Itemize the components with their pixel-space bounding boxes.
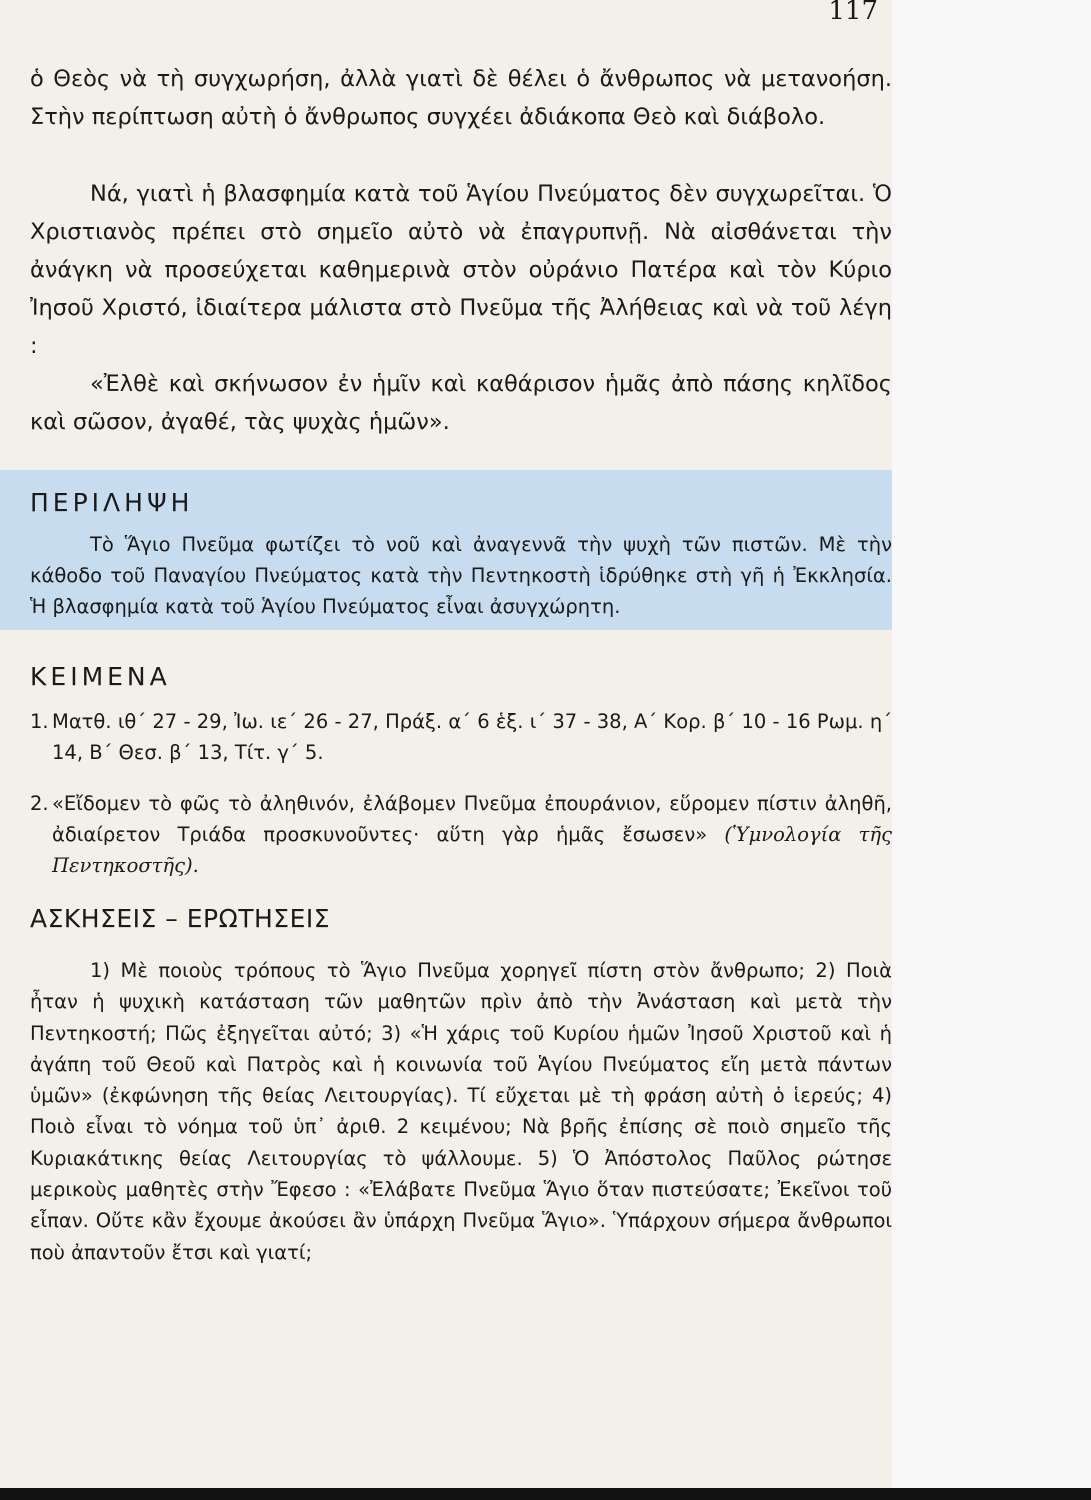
- scan-bottom-edge: [0, 1488, 1091, 1500]
- exercises-text: 1) Μὲ ποιοὺς τρόπους τὸ Ἅγιο Πνεῦμα χορηγεῖ πίστη στὸν ἄνθρωπο; 2) Ποιὰ ἦταν ἡ ψυχικὴ κατάσταση τῶν μαθητῶν πρὶν ἀπὸ τὴν Ἀνάσταση καὶ μετὰ τὴν Πεντηκοστή; Πῶς ἐξηγεῖται αὐτό; 3) «Ἡ χάρις τοῦ Κυρίου ἡμῶν Ἰησοῦ Χριστοῦ καὶ ἡ ἀγάπη τοῦ Θεοῦ καὶ Πατρὸς καὶ ἡ κοινωνία τοῦ Ἁγίου Πνεύματος εἴη μετὰ πάντων ὑμῶν» (ἐκφώνηση τῆς θείας Λειτουργίας). Τί εὔχεται μὲ τὴ φράση αὐτὴ ὁ ἱερεύς; 4) Ποιὸ εἶναι τὸ νόημα τοῦ ὑπ᾽ ἀριθ. 2 κειμένου; Νὰ βρῆς ἐπίσης σὲ ποιὸ σημεῖο τῆς Κυριακάτικης θείας Λειτουργίας τὸ ψάλλουμε. 5) Ὁ Ἀπόστολος Παῦλος ρώτησε μερικοὺς μαθητὲς στὴν Ἔφεσο : «Ἐλάβατε Πνεῦμα Ἅγιο ὅταν πιστεύσατε; Ἐκεῖνοι τοῦ εἶπαν. Οὔτε κἂν ἔχουμε ἀκούσει ἂν ὑπάρχη Πνεῦμα Ἅγιο». Ὑπάρχουν σήμερα ἄνθρωποι ποὺ ἀπαντοῦν ἔτσι καὶ γιατί;: [30, 959, 892, 1264]
- summary-heading: ΠΕΡΙΛΗΨΗ: [30, 488, 194, 517]
- list-item-text: «Εἴδομεν τὸ φῶς τὸ ἀληθινόν, ἐλάβομεν Πνεῦμα ἐπουράνιον, εὕρομεν πίστιν ἀληθῆ, ἀδιαίρετον Τριάδα προσκυνοῦντες· αὕτη γὰρ ἡμᾶς ἔσωσεν»: [52, 792, 892, 846]
- page-number: 117: [828, 0, 878, 26]
- paragraph-2: Νά, γιατὶ ἡ βλασφημία κατὰ τοῦ Ἁγίου Πνεύματος δὲν συγχωρεῖται. Ὁ Χριστιανὸς πρέπει στὸ σημεῖο αὐτὸ νὰ ἐπαγρυπνῇ. Νὰ αἰσθάνεται τὴν ἀνάγκη νὰ προσεύχεται καθημερινὰ στὸν οὐράνιο Πατέρα καὶ τὸν Κύριο Ἰησοῦ Χριστό, ἰδιαίτερα μάλιστα στὸ Πνεῦμα τῆς Ἀλήθειας καὶ νὰ τοῦ λέγη :: [30, 181, 892, 359]
- list-item-source: (Ὑμνολογία τῆς Πεντηκοστῆς).: [52, 823, 892, 877]
- paragraph-1: ὁ Θεὸς νὰ τὴ συγχωρήση, ἀλλὰ γιατὶ δὲ θέλει ὁ ἄνθρωπος νὰ μετανοήση. Στὴν περίπτωση αὐτὴ ὁ ἄνθρωπος συγχέει ἀδιάκοπα Θεὸ καὶ διάβολο.: [30, 66, 892, 130]
- exercises-heading: ΑΣΚΗΣΕΙΣ – ΕΡΩΤΗΣΕΙΣ: [30, 904, 331, 933]
- list-item-text-wrapper: [52, 788, 892, 881]
- list-item-number: 2.: [30, 792, 49, 815]
- texts-heading: ΚΕΙΜΕΝΑ: [30, 662, 171, 691]
- list-item: [30, 706, 892, 768]
- texts-list: [30, 706, 892, 901]
- summary-text: Τὸ Ἅγιο Πνεῦμα φωτίζει τὸ νοῦ καὶ ἀναγεννᾶ τὴν ψυχὴ τῶν πιστῶν. Μὲ τὴν κάθοδο τοῦ Παναγίου Πνεύματος κατὰ τὴν Πεντηκοστὴ ἱδρύθηκε στὴ γῆ ἡ Ἐκκλησία. Ἡ βλασφημία κατὰ τοῦ Ἁγίου Πνεύματος εἶναι ἀσυγχώρητη.: [30, 533, 892, 618]
- quoted-prayer: «Ἐλθὲ καὶ σκήνωσον ἐν ἡμῖν καὶ καθάρισον ἡμᾶς ἀπὸ πάσης κηλῖδος καὶ σῶσον, ἀγαθέ, τὰς ψυχὰς ἡμῶν».: [30, 371, 892, 435]
- list-item: [30, 788, 892, 881]
- list-item-number: 1.: [30, 710, 49, 733]
- right-margin-area: [892, 0, 1091, 1500]
- list-item-text: Ματθ. ιθ΄ 27 - 29, Ἰω. ιε΄ 26 - 27, Πράξ. α΄ 6 ἑξ. ι΄ 37 - 38, Α΄ Κορ. β΄ 10 - 16 Ρωμ. η΄ 14, Β΄ Θεσ. β΄ 13, Τίτ. γ΄ 5.: [52, 710, 892, 764]
